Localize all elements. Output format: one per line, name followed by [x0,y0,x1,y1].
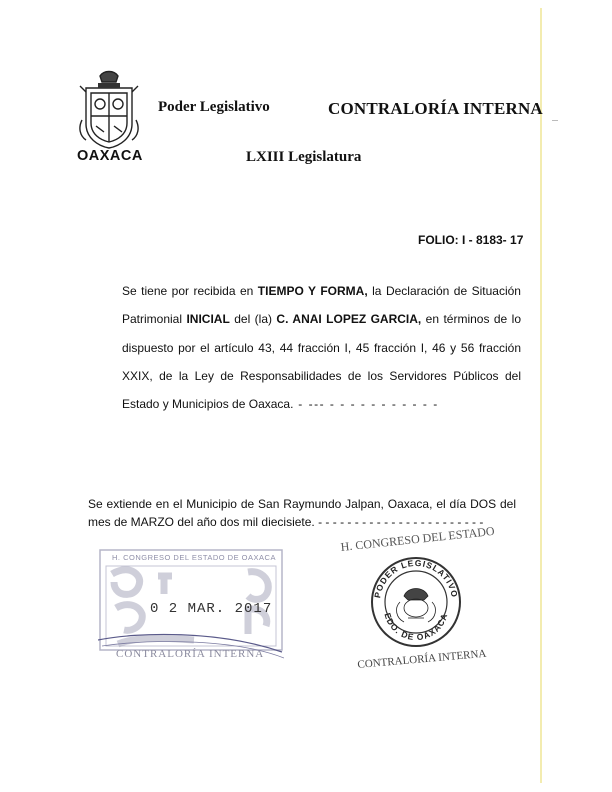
body-text: del (la) [229,312,277,327]
body-line [122,277,521,305]
header-right-title: CONTRALORÍA INTERNA [328,99,543,118]
declarant-name: C. ANAI LOPEZ GARCIA, [276,312,422,327]
body-text: Patrimonial [122,312,187,327]
stamp-left-header: H. CONGRESO DEL ESTADO DE OAXACA [112,553,276,562]
header-subtitle: LXIII Legislatura [246,149,362,165]
folio-number: FOLIO: I - 8183- 17 [418,233,524,247]
body-text: Estado y Municipios de Oaxaca. [122,397,294,412]
body-line: dispuesto por el artículo 43, 44 fracción I, 45 fracción I, 46 y 56 fracción [122,340,521,355]
body-line: XXIX, de la Ley de Responsabilidades de los Servidores Públicos del [122,368,521,383]
header-left-title: Poder Legislativo [158,99,270,115]
seal-caption: CONTRALORÍA INTERNA [357,647,487,671]
body-text: la Declaración de Situación [367,284,521,298]
body-line [122,390,521,418]
scan-edge-mark [552,120,558,121]
closing-line: Se extiende en el Municipio de San Raymundo Jalpan, Oaxaca, el día DOS del [88,497,516,511]
closing-line: mes de MARZO del año dos mil diecisiete. - - - - - - - - - - - - - - - - - - - - - - - [88,515,484,529]
body-emphasis: INICIAL [186,312,230,327]
oaxaca-crest-icon [76,70,142,158]
body-dashes: - --- - - - - - - - - - - - [293,397,439,412]
scan-edge-line [540,8,542,783]
stamp-left-caption: CONTRALORÍA INTERNA [116,648,265,660]
crest-caption: OAXACA [77,148,143,164]
body-text: Se tiene por recibida en [122,284,258,298]
closing-paragraph [88,495,516,531]
body-paragraph [122,277,521,418]
seal-header: H. CONGRESO DEL ESTADO [340,523,496,554]
body-line [122,305,521,333]
body-emphasis: TIEMPO Y FORMA, [257,284,368,298]
svg-text:EDO. DE OAXACA [382,612,449,642]
seal-ring-top: PODER LEGISLATIVO [372,557,460,599]
stamp-received-date: 0 2 MAR. 2017 [150,601,273,617]
body-text: en términos de lo [421,312,521,327]
seal-ring-bottom: EDO. DE OAXACA [382,611,450,643]
congress-seal-icon [370,556,462,648]
